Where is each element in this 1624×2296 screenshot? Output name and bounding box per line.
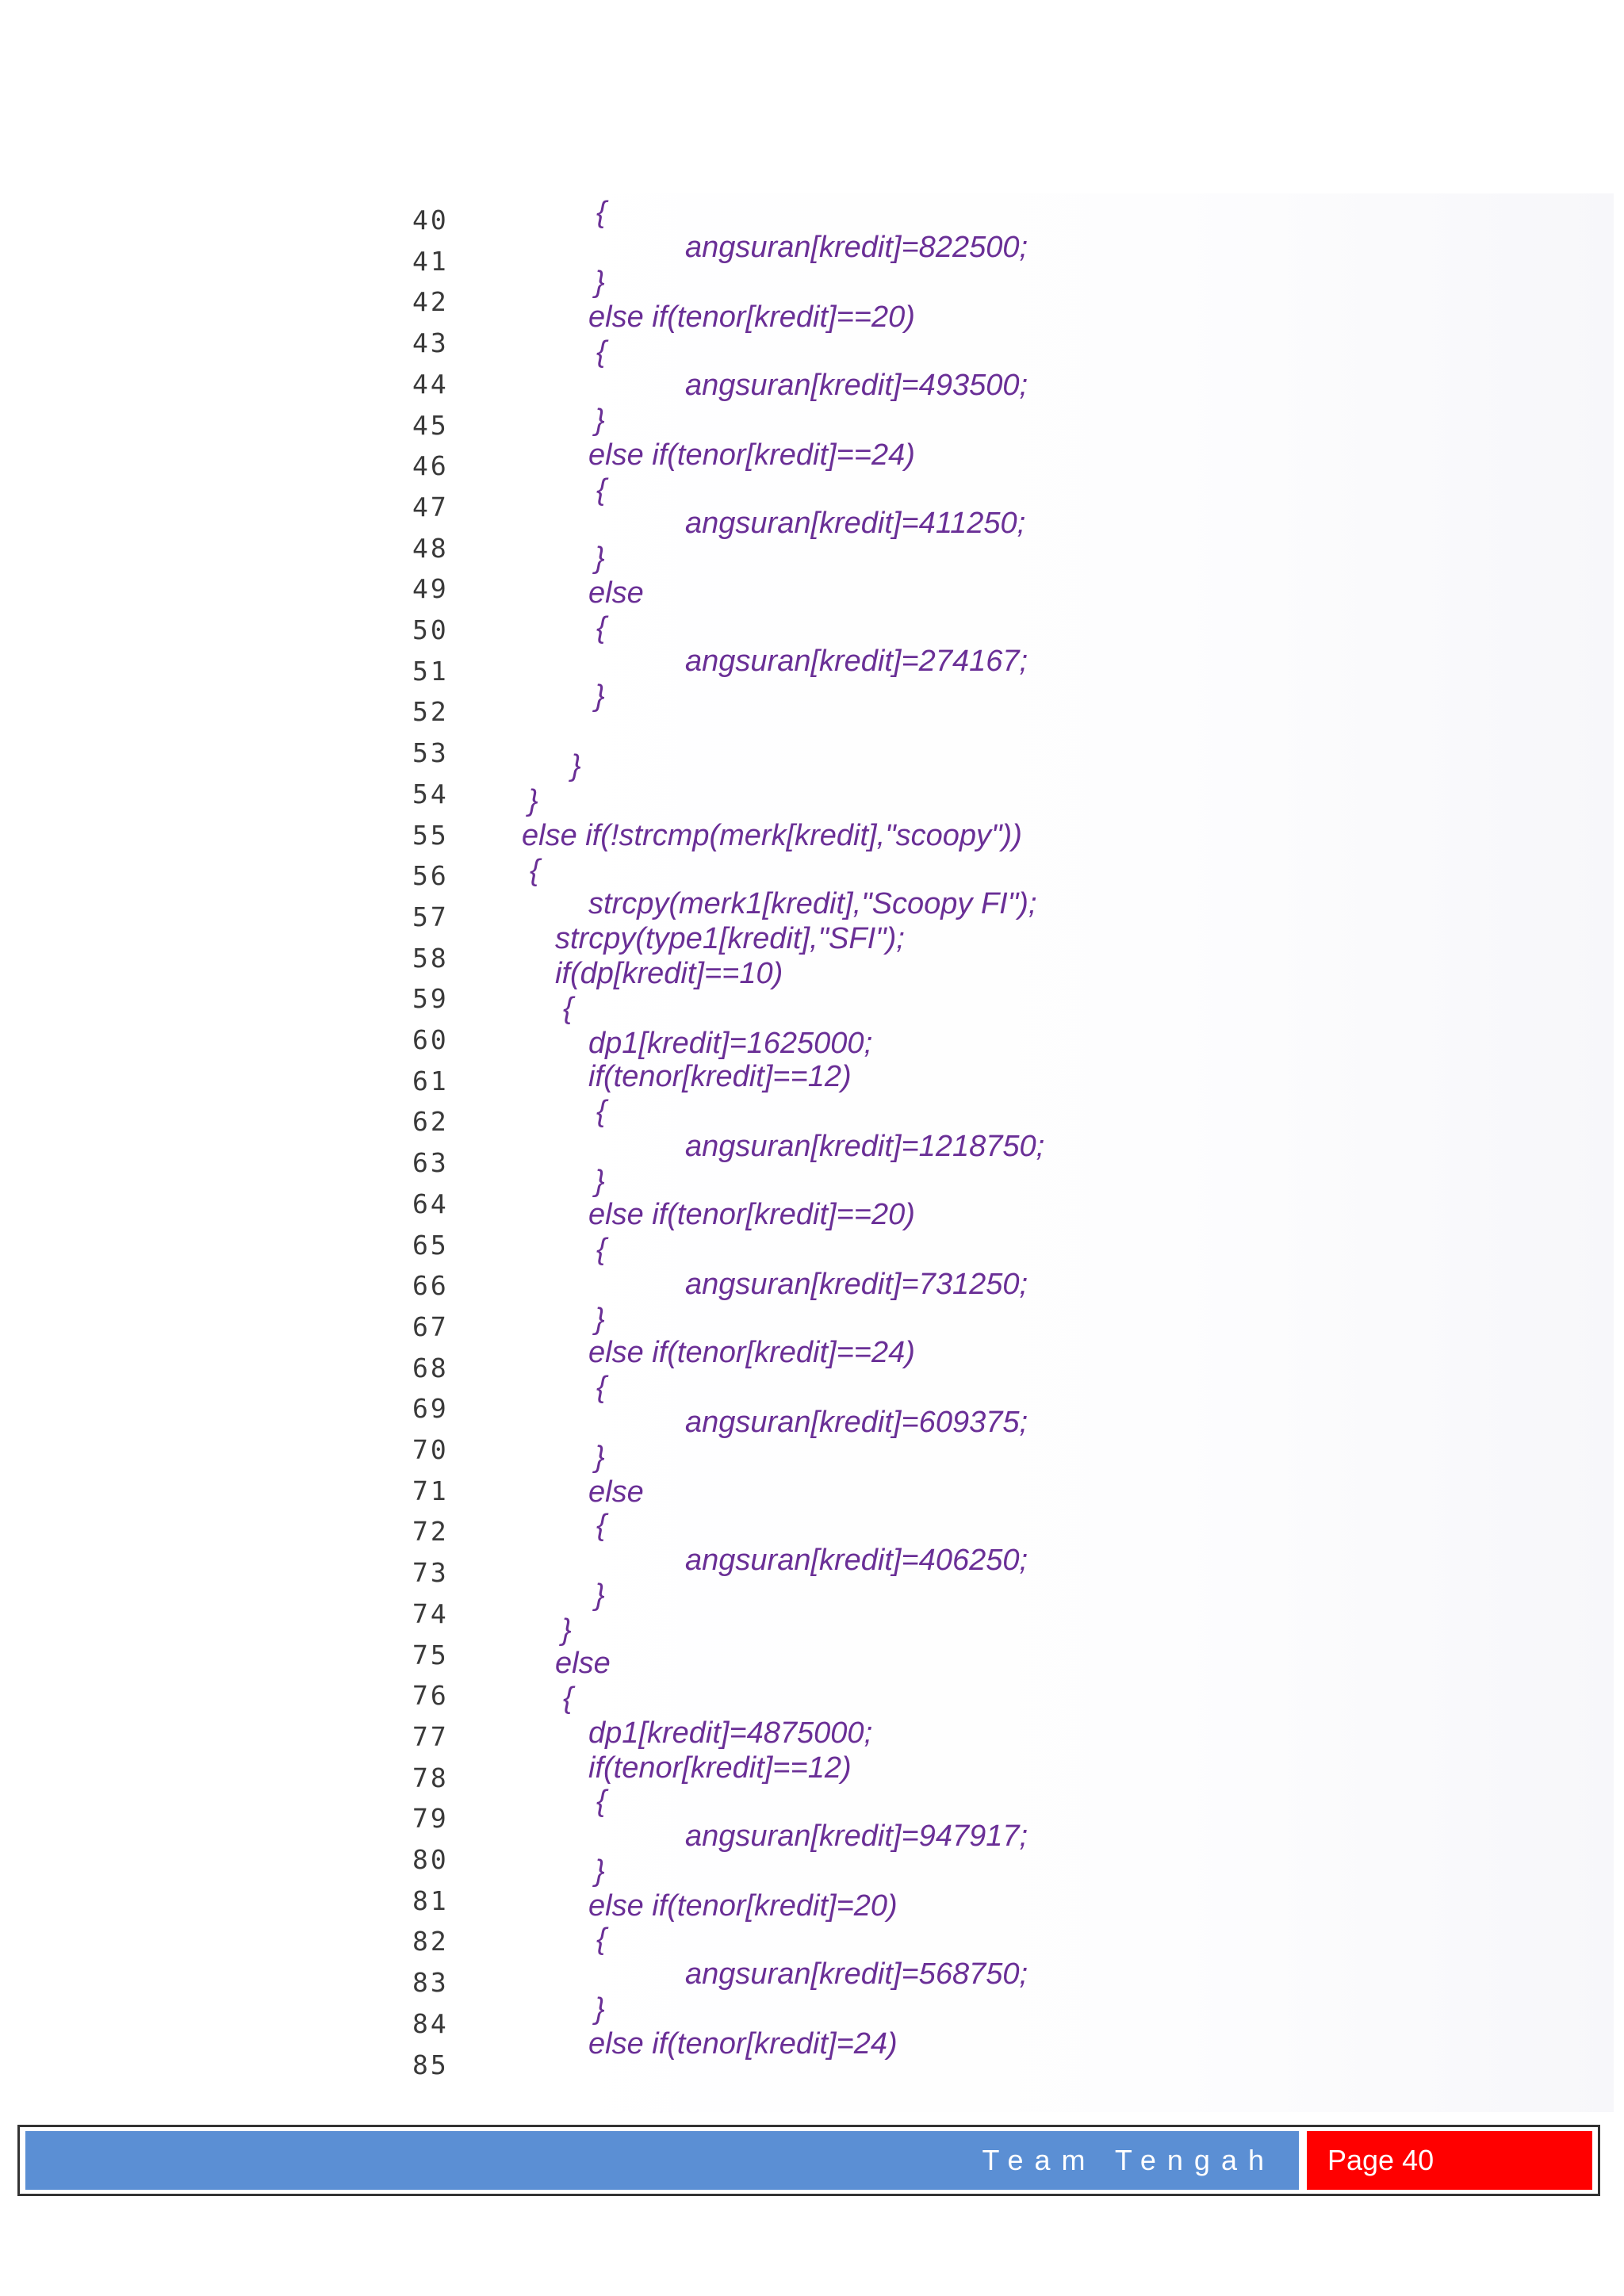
line-number: 49: [412, 573, 449, 605]
code-line: if(dp[kredit]==10): [555, 957, 783, 990]
code-line: if(tenor[kredit]==12): [588, 1060, 852, 1093]
line-number: 57: [412, 901, 449, 932]
footer-team-name: Team Tengah: [982, 2144, 1275, 2176]
line-number: 40: [412, 205, 449, 235]
line-number: 60: [412, 1024, 449, 1055]
line-number: 76: [412, 1680, 449, 1712]
code-line: {: [596, 1371, 607, 1404]
code-line: dp1[kredit]=1625000;: [588, 1027, 873, 1060]
code-line: {: [596, 335, 607, 369]
line-number: 53: [412, 737, 449, 769]
code-line: angsuran[kredit]=411250;: [685, 507, 1026, 540]
code-line: {: [596, 1233, 607, 1266]
code-line: angsuran[kredit]=1218750;: [685, 1130, 1045, 1163]
line-number: 42: [412, 286, 449, 318]
line-number: 81: [412, 1885, 449, 1916]
code-line: {: [563, 1682, 573, 1715]
line-number: 70: [412, 1434, 449, 1465]
code-line: else: [555, 1647, 611, 1680]
code-line: }: [595, 1854, 605, 1888]
code-line: angsuran[kredit]=609375;: [685, 1406, 1028, 1439]
line-number: 64: [412, 1188, 449, 1219]
line-number: 58: [412, 942, 449, 974]
line-number: 54: [412, 778, 449, 809]
code-line: {: [596, 1509, 607, 1542]
line-number: 52: [412, 696, 449, 728]
code-line: }: [595, 1578, 605, 1612]
line-number: 72: [412, 1516, 449, 1548]
line-number: 51: [412, 655, 449, 687]
line-number: 77: [412, 1720, 449, 1752]
line-number: 75: [412, 1639, 449, 1670]
code-line: {: [596, 473, 607, 507]
code-line: }: [528, 784, 538, 817]
code-line: else: [588, 1475, 644, 1509]
line-number: 69: [412, 1393, 449, 1425]
line-number: 82: [412, 1926, 449, 1957]
code-line: else if(tenor[kredit]==20): [588, 1198, 915, 1231]
code-line: {: [596, 196, 607, 229]
line-number: 68: [412, 1352, 449, 1383]
code-line: else if(tenor[kredit]==24): [588, 1336, 915, 1369]
code-line: }: [561, 1613, 572, 1647]
code-line: dp1[kredit]=4875000;: [588, 1716, 873, 1750]
code-line: {: [563, 992, 573, 1025]
line-number: 73: [412, 1557, 449, 1589]
code-line: strcpy(type1[kredit],"SFI");: [555, 922, 905, 955]
line-number: 48: [412, 532, 449, 564]
line-number: 43: [412, 327, 449, 359]
line-number: 67: [412, 1311, 449, 1342]
code-line: else: [588, 576, 644, 610]
line-number: 66: [412, 1270, 449, 1302]
code-line: }: [595, 1441, 605, 1474]
code-line: else if(tenor[kredit]==24): [588, 438, 915, 472]
code-line: else if(tenor[kredit]==20): [588, 300, 915, 334]
code-line: strcpy(merk1[kredit],"Scoopy FI");: [588, 887, 1037, 920]
line-number: 80: [412, 1844, 449, 1875]
footer-page-box: [1307, 2131, 1592, 2190]
code-line: }: [595, 1992, 605, 2026]
code-line: angsuran[kredit]=406250;: [685, 1544, 1028, 1577]
code-line: angsuran[kredit]=493500;: [685, 369, 1028, 402]
footer-team-bar: [25, 2131, 1299, 2190]
code-line: {: [596, 1923, 607, 1956]
line-number: 46: [412, 450, 449, 482]
line-number: 65: [412, 1229, 449, 1261]
line-number: 44: [412, 368, 449, 400]
line-number: 50: [412, 614, 449, 645]
line-number: 84: [412, 2007, 449, 2039]
page-number: Page 40: [1327, 2144, 1434, 2176]
code-line: angsuran[kredit]=568750;: [685, 1957, 1028, 1991]
line-number: 71: [412, 1475, 449, 1506]
code-line: {: [596, 1785, 607, 1818]
code-line: }: [595, 404, 605, 437]
code-line: else if(tenor[kredit]=20): [588, 1889, 898, 1923]
line-number: 85: [412, 2049, 449, 2080]
line-number: 78: [412, 1762, 449, 1793]
line-number: 63: [412, 1147, 449, 1179]
line-number: 55: [412, 819, 449, 851]
line-number: 56: [412, 860, 449, 892]
line-number: 61: [412, 1065, 449, 1096]
code-line: else if(!strcmp(merk[kredit],"scoopy")): [522, 819, 1022, 852]
code-line: {: [530, 854, 540, 887]
line-number: 47: [412, 491, 449, 522]
code-line: angsuran[kredit]=947917;: [685, 1820, 1028, 1853]
line-number: 41: [412, 245, 449, 277]
line-number: 74: [412, 1598, 449, 1629]
code-line: }: [595, 541, 605, 575]
code-background: [519, 193, 1614, 2112]
code-line: angsuran[kredit]=731250;: [685, 1268, 1028, 1301]
line-number: 62: [412, 1106, 449, 1138]
code-line: angsuran[kredit]=274167;: [685, 645, 1028, 678]
code-line: if(tenor[kredit]==12): [588, 1751, 852, 1785]
code-line: else if(tenor[kredit]=24): [588, 2027, 898, 2061]
code-line: }: [595, 1303, 605, 1336]
code-line: }: [595, 679, 605, 713]
code-line: }: [595, 1165, 605, 1198]
line-number: 59: [412, 983, 449, 1015]
line-number: 45: [412, 409, 449, 441]
line-number: 79: [412, 1803, 449, 1835]
code-line: angsuran[kredit]=822500;: [685, 231, 1028, 264]
code-line: {: [596, 1095, 607, 1128]
code-line: {: [596, 611, 607, 645]
code-line: }: [571, 749, 581, 783]
code-line: }: [595, 266, 605, 299]
line-number: 83: [412, 1967, 449, 1999]
